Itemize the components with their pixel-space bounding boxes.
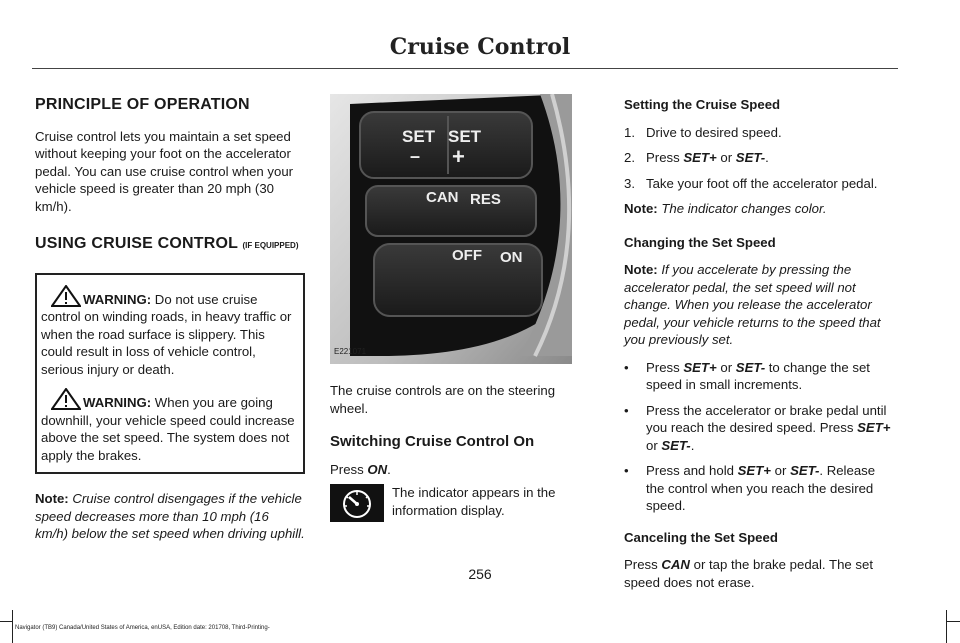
step-item — [624, 149, 896, 167]
bullet-item — [624, 462, 896, 515]
item-text-mid: or — [646, 437, 662, 453]
item-text-pre: Press — [646, 150, 684, 165]
warning-triangle-icon — [51, 388, 81, 410]
step-number: 1. — [624, 124, 635, 140]
note2-label: Note: — [624, 262, 658, 277]
item-text-post: . — [765, 150, 769, 165]
note2-text: If you accelerate by pressing the accelerator pedal, the set speed will not change. When you release the accelerator pedal, your vehicle returns to the speed that you previously set. — [624, 262, 881, 347]
item-text-mid: or — [716, 150, 736, 165]
note1-text: The indicator changes color. — [657, 201, 827, 216]
intro-paragraph: Cruise control lets you maintain a set speed without keeping your foot on the accelerator pedal. You can use cruise control when your vehicle speed is greater than 20 mph (30 km/h). — [35, 128, 294, 214]
bullet-dot: • — [624, 359, 629, 375]
header-rule — [32, 68, 898, 69]
crop-mark — [12, 610, 13, 643]
note-uphill — [35, 490, 305, 543]
item-text-pre: Drive to desired speed. — [646, 124, 782, 140]
indicator-text: The indicator appears in the information display. — [392, 485, 556, 518]
cruise-indicator-icon — [330, 484, 384, 522]
fig-res-label: RES — [470, 191, 501, 208]
item-text-post: . Release the control when you reach the desired speed. — [646, 463, 876, 513]
figure-code: E221071 — [334, 346, 367, 356]
cancel-pre: Press — [624, 557, 662, 572]
heading-switching-on: Switching Cruise Control On — [330, 433, 535, 450]
item-text-b1: SET+ — [737, 463, 771, 478]
column-left — [35, 96, 305, 543]
warning-2-text: When you are going downhill, your vehicle speed could increase above the set speed. The system does not apply the brakes. — [41, 395, 295, 463]
note-accelerate — [624, 261, 896, 349]
warning-2-label: WARNING: — [83, 395, 152, 410]
cancel-key: CAN — [661, 557, 690, 572]
section-title-using — [35, 235, 305, 255]
footer-edition-info: Navigator (TB9) Canada/United States of America, enUSA, Edition date: 201708, Third-Printing- — [15, 625, 270, 631]
fig-off-label: OFF — [452, 247, 482, 264]
warning-triangle-icon — [51, 285, 81, 307]
note-label: Note: — [35, 491, 69, 506]
section-title-using-text: USING CRUISE CONTROL — [35, 235, 238, 252]
step-item — [624, 124, 896, 142]
step-number: 3. — [624, 175, 635, 191]
fig-set-minus-symbol: – — [410, 146, 421, 166]
section-title-principle: PRINCIPLE OF OPERATION — [35, 96, 250, 113]
fig-can-label: CAN — [426, 189, 459, 206]
fig-set-plus-label: SET — [448, 127, 482, 146]
item-text-b1: SET+ — [683, 150, 717, 165]
item-text-pre: Press — [646, 359, 684, 375]
warning-1-text: Do not use cruise control on winding roads, in heavy traffic or when the road surface is slippery. This could result in loss of vehicle control, serious injury or death. — [41, 291, 292, 377]
heading-canceling-speed: Canceling the Set Speed — [624, 529, 778, 545]
crop-mark — [0, 621, 12, 622]
indicator-row — [330, 484, 572, 526]
item-text-b1: SET+ — [857, 420, 891, 435]
heading-changing-speed: Changing the Set Speed — [624, 234, 776, 250]
crop-mark — [947, 621, 960, 622]
speedometer-icon — [330, 484, 384, 522]
fig-set-plus-symbol: + — [452, 144, 465, 169]
item-text-mid: or — [771, 463, 791, 478]
item-text-pre: Press and hold — [646, 463, 738, 478]
figure-caption: The cruise controls are on the steering wheel. — [330, 383, 556, 416]
item-text-b1: SET+ — [683, 359, 717, 375]
setting-steps-list — [624, 124, 896, 193]
press-prefix: Press — [330, 461, 368, 477]
warning-1 — [41, 285, 297, 379]
item-text-b2: SET- — [790, 463, 820, 478]
cancel-post: or tap the brake pedal. The set speed does not erase. — [624, 557, 873, 590]
bullet-item — [624, 359, 896, 394]
column-middle — [330, 94, 572, 526]
note1-label: Note: — [624, 201, 658, 216]
heading-setting-speed: Setting the Cruise Speed — [624, 97, 781, 112]
bullet-item — [624, 402, 896, 455]
item-text-b2: SET- — [661, 437, 691, 453]
note-text: Cruise control disengages if the vehicle speed decreases more than 10 mph (16 km/h) below the set speed when driving uphill. — [35, 491, 305, 541]
item-text-post: to change the set speed in small increments. — [646, 359, 870, 392]
bullet-dot: • — [624, 402, 629, 418]
cruise-controls-figure — [330, 94, 572, 364]
warning-1-label: WARNING: — [83, 291, 152, 307]
changing-bullets-list — [624, 359, 896, 515]
section-title-suffix: (IF EQUIPPED) — [242, 241, 299, 250]
warning-2 — [41, 388, 297, 464]
column-right — [624, 96, 896, 591]
press-on-key: ON — [367, 461, 388, 477]
page-header-title: Cruise Control — [389, 34, 571, 60]
bullet-dot: • — [624, 463, 629, 478]
page-number: 256 — [468, 566, 492, 582]
fig-on-label: ON — [500, 249, 523, 266]
step-number: 2. — [624, 150, 635, 165]
crop-mark — [946, 610, 947, 643]
item-text-b2: SET- — [735, 359, 766, 375]
item-text-b2: SET- — [735, 150, 766, 165]
item-text-pre: Press the accelerator or brake pedal until you reach the desired speed. Press — [646, 402, 887, 435]
item-text-post: . — [690, 437, 695, 453]
warning-box — [35, 273, 305, 475]
note-indicator-color — [624, 200, 896, 218]
item-text-pre: Take your foot off the accelerator pedal. — [646, 175, 878, 191]
press-suffix: . — [387, 461, 391, 477]
step-item — [624, 175, 896, 193]
item-text-mid: or — [716, 359, 736, 375]
fig-set-minus-label: SET — [402, 127, 436, 146]
press-on-instruction — [330, 461, 572, 479]
steering-wheel-controls-illustration — [330, 94, 572, 364]
